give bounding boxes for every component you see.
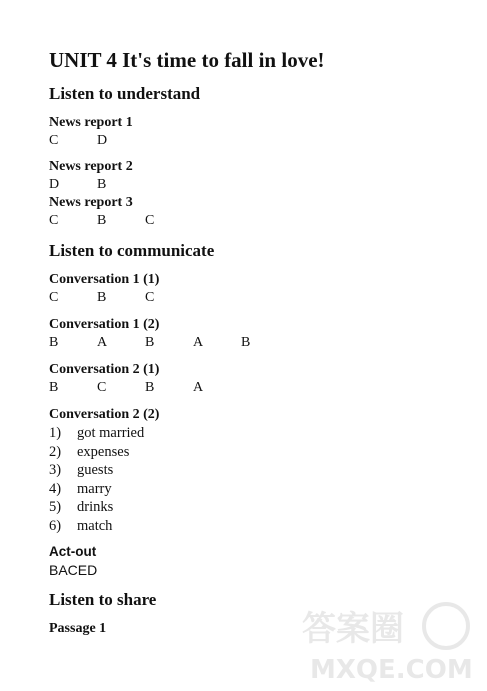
item-text: guests [77,462,114,478]
conversation-2-2-list [49,424,469,535]
news-report-3-answers [49,212,469,230]
conversation-2-1-label: Conversation 2 (1) [49,362,160,377]
answer: C [145,213,155,228]
conversation-1-1 [49,271,469,307]
answer: C [49,133,59,148]
answer: C [49,213,59,228]
list-item [49,424,469,443]
watermark-icon [296,600,476,684]
news-report-3 [49,194,469,230]
list-item [49,480,469,499]
item-number: 1) [49,425,62,441]
answer: C [97,380,107,395]
answer: B [97,213,107,228]
item-text: expenses [77,443,130,460]
watermark-url-text: MXQE.COM [310,655,473,684]
answer: D [97,133,108,148]
answer: B [49,335,59,350]
item-number: 5) [49,499,62,515]
conversation-2-2 [49,406,469,535]
section-heading-listen-to-share: Listen to share [49,590,157,609]
watermark-logo [296,600,476,684]
act-out-answer: BACED [49,562,98,578]
answer: B [145,380,155,395]
answer: A [193,380,204,395]
answer: B [49,380,59,395]
item-text: got married [77,425,145,441]
document-page [49,46,469,638]
passage-1-label: Passage 1 [49,621,107,636]
list-item [49,443,469,462]
news-report-2 [49,158,469,194]
answer: B [241,335,251,350]
list-item [49,461,469,480]
conversation-2-2-label: Conversation 2 (2) [49,407,160,422]
list-item [49,498,469,517]
news-report-1-answers [49,132,469,150]
section-heading-listen-to-communicate: Listen to communicate [49,241,215,260]
news-report-1 [49,114,469,150]
news-report-3-label: News report 3 [49,195,133,210]
item-text: marry [77,480,112,497]
conversation-1-2 [49,316,469,352]
act-out [49,543,469,579]
answer: A [97,335,108,350]
news-report-1-label: News report 1 [49,115,133,130]
conversation-1-2-answers [49,334,469,352]
conversation-1-1-label: Conversation 1 (1) [49,272,160,287]
answer: C [145,290,155,305]
list-item [49,517,469,536]
conversation-2-1 [49,361,469,397]
item-number: 2) [49,443,62,460]
answer: B [145,335,155,350]
watermark-cn-text: 答案圈 [302,609,404,649]
item-number: 4) [49,480,62,497]
answer: B [97,290,107,305]
conversation-1-2-label: Conversation 1 (2) [49,317,160,332]
news-report-2-answers [49,176,469,194]
answer: D [49,177,60,192]
unit-title: UNIT 4 It's time to fall in love! [49,48,325,72]
answer: A [193,335,204,350]
answer: B [97,177,107,192]
answer: C [49,290,59,305]
watermark-circle [424,604,468,648]
item-text: drinks [77,499,114,515]
news-report-2-label: News report 2 [49,159,133,174]
conversation-2-1-answers [49,379,469,397]
item-number: 6) [49,517,62,534]
item-number: 3) [49,462,62,478]
item-text: match [77,517,113,534]
section-heading-listen-to-understand: Listen to understand [49,84,201,103]
act-out-label: Act-out [49,544,97,559]
conversation-1-1-answers [49,289,469,307]
